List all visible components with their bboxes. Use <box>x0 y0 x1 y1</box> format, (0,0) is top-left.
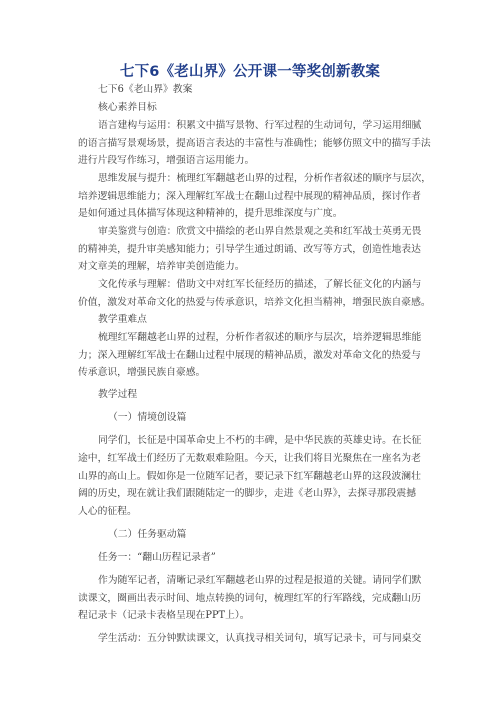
paragraph-line: 是如何通过具体描写体现这种精神的，提升思维深度与广度。 <box>78 208 343 219</box>
paragraph-line: 同学们，长征是中国革命史上不朽的丰碑，是中华民族的英雄史诗。在长征 <box>98 435 422 446</box>
paragraph-line: 的精神美，提升审美感知能力；引导学生通过朗诵、改写等方式，创造性地表达 <box>78 244 421 255</box>
paragraph-line: 学生活动：五分钟默读课文，认真找寻相关词句，填写记录卡，可与同桌交 <box>98 633 422 644</box>
paragraph-line: 思维发展与提升：梳理红军翻越老山界的过程，分析作者叙述的顺序与层次， <box>98 173 432 184</box>
section-heading: 核心素养目标 <box>98 102 157 113</box>
paragraph-line: 作为随军记者，清晰记录红军翻越老山界的过程是报道的关键。请同学们默 <box>98 575 422 586</box>
paragraph-line: 的语言描写景观场景，提高语言表达的丰富性与准确性；能够仿照文中的描写手法 <box>78 138 431 149</box>
paragraph-line: 审美鉴赏与创造：欣赏文中描绘的老山界自然景观之美和红军战士英勇无畏 <box>98 226 422 237</box>
paragraph-line: 文化传承与理解：借助文中对红军长征经历的描述，了解长征文化的内涵与 <box>98 279 422 290</box>
paragraph-line: 山界的高山上。假如你是一位随军记者，要记录下红军翻越老山界的这段波澜壮 <box>78 471 421 482</box>
paragraph-line: 进行片段写作练习，增强语言运用能力。 <box>78 155 255 166</box>
paragraph-line: 程记录卡（记录卡表格呈现在PPT上）。 <box>78 610 250 621</box>
section-heading: 教学过程 <box>98 389 138 400</box>
paragraph-line: 人心的征程。 <box>78 506 137 517</box>
paragraph-line: 读课文，圈画出表示时间、地点转换的词句，梳理红军的行军路线，完成翻山历 <box>78 593 421 604</box>
task-heading: 任务一：“翻山历程记录者” <box>98 552 216 563</box>
paragraph-line: 力；深入理解红军战士在翻山过程中展现的精神品质，激发对革命文化的热爱与 <box>78 350 421 361</box>
paragraph-line: 途中，红军战士们经历了无数艰难险阻。今天，让我们将目光聚焦在一座名为老 <box>78 453 421 464</box>
paragraph-line: 阔的历史，现在就让我们跟随陆定一的脚步，走进《老山界》，去探寻那段震撼 <box>78 488 416 499</box>
document-title: 七下6《老山界》公开课一等奖创新教案 <box>119 64 381 80</box>
paragraph-line: 传承意识，增强民族自豪感。 <box>78 367 206 378</box>
paragraph-line: 对文章美的理解，培养审美创造能力。 <box>78 261 245 272</box>
doc-subtitle: 七下6《老山界》教案 <box>98 84 193 95</box>
paragraph-line: 价值，激发对革命文化的热爱与传承意识，培养文化担当精神，增强民族自豪感。 <box>78 297 431 308</box>
subsection-heading: （二）任务驱动篇 <box>108 529 187 540</box>
paragraph-line: 语言建构与运用：积累文中描写景物、行军过程的生动词句，学习运用细腻 <box>98 120 422 131</box>
paragraph-line: 培养逻辑思维能力；深入理解红军战士在翻山过程中展现的精神品质，探讨作者 <box>78 191 421 202</box>
paragraph-line: 梳理红军翻越老山界的过程，分析作者叙述的顺序与层次，培养逻辑思维能 <box>98 332 422 343</box>
section-heading: 教学重难点 <box>98 314 147 325</box>
subsection-heading: （一）情境创设篇 <box>108 412 187 423</box>
